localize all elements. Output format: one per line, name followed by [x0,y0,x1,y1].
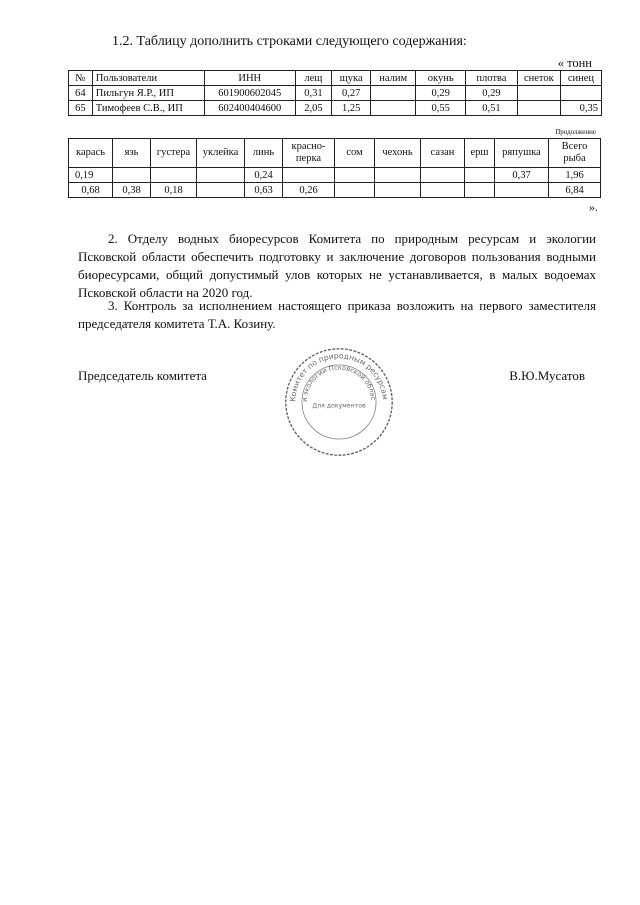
paragraph-3: 3. Контроль за исполнением настоящего приказа возложить на первого заместителя председателя комитета Т.А. Козину. [78,298,596,331]
table-cell [335,168,375,183]
col-header-number: № [69,71,93,86]
col-header-burbot: налим [371,71,416,86]
col-header-roach: плотва [466,71,518,86]
seal-center-text: Для документов [312,402,366,410]
col-header-ide: язь [113,139,151,168]
col-header-inn: ИНН [204,71,295,86]
table-cell [517,86,560,101]
table-cell: 0,37 [495,168,549,183]
table-cell: 0,29 [416,86,466,101]
col-header-bream: лещ [295,71,332,86]
table-cell [197,183,245,198]
col-header-perch: окунь [416,71,466,86]
table-cell: 0,29 [466,86,518,101]
table-cell: 1,25 [332,101,371,116]
table-cell: 2,05 [295,101,332,116]
table-cell: 0,18 [151,183,197,198]
table-cell: 0,63 [245,183,283,198]
table-cell: 0,24 [245,168,283,183]
table-cell [197,168,245,183]
seal-outer-text: Комитет по природным ресурсам [288,351,390,403]
col-header-blue-bream: синец [560,71,601,86]
table-cell [560,86,601,101]
section-heading: 1.2. Таблицу дополнить строками следующего содержания: [112,34,467,49]
table-cell [283,168,335,183]
table-cell: Пильгун Я.Р., ИП [92,86,204,101]
col-header-ruffe: ерш [465,139,495,168]
continuation-note: Продолжение [555,128,596,136]
table-cell: 0,38 [113,183,151,198]
col-header-sabrefish: чехонь [375,139,421,168]
table-cell [113,168,151,183]
table-cell [495,183,549,198]
table-cell: 1,96 [549,168,601,183]
users-table-header [69,71,602,86]
users-table [68,70,602,116]
col-header-total-fish: Всего рыба [549,139,601,168]
official-seal [282,345,396,459]
table-cell [371,101,416,116]
table-cell: 0,35 [560,101,601,116]
signatory-name: В.Ю.Мусатов [509,368,585,383]
col-header-crucian: карась [69,139,113,168]
table-cell: 0,51 [466,101,518,116]
seal-icon [282,345,396,459]
paragraph-2: 2. Отделу водных биоресурсов Комитета по природным ресурсам и экологии Псковской области обеспечить подготовку и заключение договоров пользования водными биоресурсами, общий допустимый улов которых не устанавливается, в малых водоемах Псковской области на 2020 год. [78,231,596,300]
col-header-rudd: красно-перка [283,139,335,168]
col-header-pike: щука [332,71,371,86]
table-row [69,101,602,116]
table-cell [465,183,495,198]
table-cell: 64 [69,86,93,101]
table-cell: Тимофеев С.В., ИП [92,101,204,116]
table-row [69,168,601,183]
table-cell: 0,68 [69,183,113,198]
fish-table-header [69,139,601,168]
col-header-smelt: снеток [517,71,560,86]
table-cell: 0,26 [283,183,335,198]
table-row [69,86,602,101]
col-header-bleak: уклейка [197,139,245,168]
table-cell: 0,27 [332,86,371,101]
table-cell: 601900602045 [204,86,295,101]
table-cell [421,183,465,198]
closing-quote: ». [589,200,598,214]
table-cell [375,168,421,183]
col-header-users: Пользователи [92,71,204,86]
table-cell: 0,31 [295,86,332,101]
table-cell [465,168,495,183]
seal-inner-text: и экологии Псковской облас [300,363,378,403]
table-cell: 6,84 [549,183,601,198]
table-row [69,183,601,198]
unit-note: « тонн [557,56,592,70]
table-cell [335,183,375,198]
col-header-tench: линь [245,139,283,168]
table-cell [517,101,560,116]
table-cell: 0,19 [69,168,113,183]
table-cell: 0,55 [416,101,466,116]
col-header-vendace: ряпушка [495,139,549,168]
table-cell [371,86,416,101]
table-cell: 602400404600 [204,101,295,116]
table-cell: 65 [69,101,93,116]
table-cell [375,183,421,198]
col-header-silver-bream: густера [151,139,197,168]
col-header-catfish: сом [335,139,375,168]
fish-species-table [68,138,601,198]
table-cell [151,168,197,183]
table-cell [421,168,465,183]
signatory-position: Председатель комитета [78,368,207,383]
col-header-carp: сазан [421,139,465,168]
